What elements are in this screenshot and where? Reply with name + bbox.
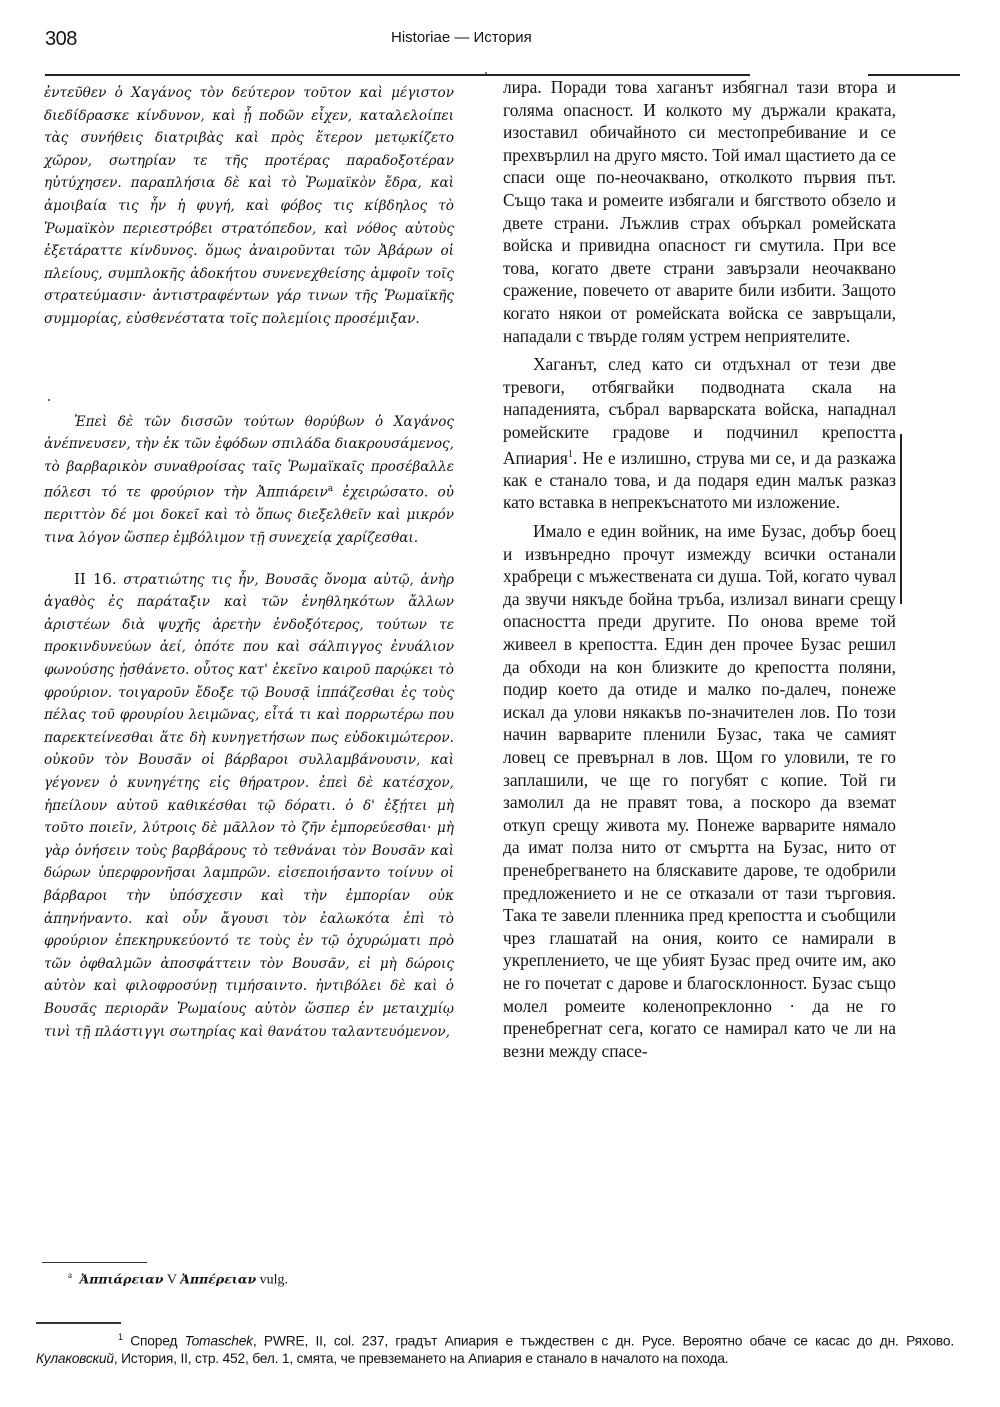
apparatus-footnote — [68, 1270, 288, 1289]
footnote-segment: , История, II, стр. 452, бел. 1, смята, че превземането на Апиария е станало в началото на похода. — [113, 1350, 729, 1366]
footnote-rule — [42, 1262, 147, 1263]
greek-text: Ἐπεὶ δὲ τῶν δισσῶν τούτων θορύβων ὁ Χαγάνος ἀνέπνευσεν, τὴν ἐκ τῶν ἐφόδων σπιλάδα διακρουσάμενος, τὸ βαρβαρικὸν συναθροίσας ταῖς Ῥωμαϊκαῖς προσέβαλλε πόλεσι τό τε φρούριον τὴν Ἀππιάρειν — [44, 413, 454, 501]
greek-text: ἐχειρώσατο. οὐ περιττὸν δέ μοι δοκεῖ καὶ τὸ ὅπως διεξελθεῖν καὶ μικρόν τινα λόγον ὥσπερ ἐμβόλιμον τῇ συνεχείᾳ χαρίζεσθαι. — [44, 484, 454, 547]
footnote-number: 1 — [118, 1332, 123, 1342]
greek-text-column — [44, 82, 454, 1043]
footnote-segment: , PWRE, II, col. 237, градът Апиария е тъждествен с дн. Русе. Вероятно обаче се касас до дн. Ряхово. — [252, 1333, 954, 1349]
translation-text: . Не е излишно, струва ми се, и да разкажа как е станало това, и да подаря един малък разказ като вставка в непрекъснатото ми изложение. — [503, 447, 896, 513]
translation-paragraph: Имало е един войник, на име Бузас, добър боец и извънредно прочут измежду всички останали храбреци с мъжествената си душа. Той, когато чувал да звучи някъде бойна тръба, излизал винаги срещу опасността преди другите. По онова време той живеел в крепостта. Един ден прочее Бузас решил да обходи на кон близките до крепостта поляни, подир което да отиде и малко по-далеч, понеже искал да улови някакъв по-значителен лов. По този начин варварите пленили Бузас, така че самият ловец се превърнал в лов. Щом го уловили, те го заплашили, че ще го погубят с копие. Той ги замолил да не правят това, а поскоро да вземат откуп срещу живота му. Понеже варварите нямало да имат полза нито от смъртта на Бузас, нито от пренебрегването на бляскавите дарове, те одобрили предложението и не се отказали от тази търговия. Така те завели пленника пред крепостта и съобщили чрез глашатай на ония, които се намирали в укреплението, че ще убият Бузас пред очите им, ако не го почетат с дарове и благосклонност. Бузас също молел ромеите коленопреклонно · да не го пренебрегнат сега, когато се намирал като че ли на везни между спасе- — [503, 521, 896, 1061]
page-footnote — [36, 1329, 954, 1367]
variant-reading: Ἀππέρειαν — [180, 1271, 257, 1287]
source-siglum: vulg. — [259, 1272, 289, 1288]
running-title: Historiae — История — [391, 29, 532, 46]
greek-paragraph: ἐντεῦθεν ὁ Χαγάνος τὸν δεύτερον τοῦτον καὶ μέγιστον διεδίδρασκε κίνδυνον, καὶ ᾗ ποδῶν εἶχεν, καταλελοίπει τὰς συνήθεις διατριβὰς καὶ πρὸς ἕτερον μετῳκίζετο χῶρον, σωτηρίαν τε τῆς προτέρας παραδοξοτέραν ηὐτύχησεν. παραπλήσια δὲ καὶ τὸ Ῥωμαϊκὸν ἔδρα, καὶ ἀμοιβαία τις ἦν ἡ φυγή, καὶ φόβος τις κίβδηλος τὸ Ῥωμαϊκὸν περιεστρόβει στρατόπεδον, καὶ νόθος αὐτοὺς ἐξετάραττε κίνδυνος. ὅμως ἀναιροῦνται τῶν Ἀβάρων οἱ πλείους, συμπλοκῆς ἀδοκήτου συνενεχθείσης ἀμφοῖν τοῖς στρατεύμασιν· ἀντιστραφέντων γάρ τινων τῆς Ῥωμαϊκῆς συμμορίας, εὐσθενέστατα τοῖς πολεμίοις προσέμιξαν. — [44, 85, 454, 327]
footnote-segment: Според — [122, 1333, 185, 1349]
cited-author: Кулаковский — [36, 1350, 114, 1366]
translation-paragraph — [503, 353, 896, 514]
footnote-marker[interactable]: a — [327, 484, 334, 495]
translation-text: Хаганът, след като си отдъхнал от тези две тревоги, отбягвайки подводната скала на нападенията, събрал варварската войска, нападнал ромейските градове и подчинил крепостта Апиария — [503, 354, 896, 468]
page-number: 308 — [45, 28, 77, 50]
footnote-text — [36, 1329, 954, 1367]
scan-speck — [48, 399, 50, 401]
greek-text: στρατιώτης τις ἦν, Βουσᾶς ὄνομα αὐτῷ, ἀνὴρ ἀγαθὸς ἐς παράταξιν καὶ τῶν ἐνηθληκότων ἄλλων ἀριστέων διὰ ψυχῆς ἀρετὴν ἐνδοξότερος, τούτων τε προκινδυνεύων ἀεί, ὁπότε που καὶ σάλπιγγος ἐνυάλιον φωνούσης ᾐσθάνετο. οὗτος κατ' ἐκεῖνο καιροῦ παρῴκει τὸ φρούριον. τοιγαροῦν ἔδοξε τῷ Βουσᾷ ἱππάζεσθαι ἐς τοὺς πέλας τοῦ φρουρίου λειμῶνας, εἶτά τι καὶ πορρωτέρω που παρεκτείνεσθαι ἅτε δὴ κυνηγετήσων πως εὐδοκιμώτερον. οὐκοῦν τὸν Βουσᾶν οἱ βάρβαροι συλλαμβάνουσιν, καὶ γέγονεν ὁ κυνηγέτης εἰς θήρατρον. ἐπεὶ δὲ κατέσχον, ἠπείλουν αὐτοῦ καθικέσθαι τῷ δόρατι. ὁ δ' ἐξῄτει μὴ τοῦτο ποιεῖν, λύτροις δὲ μᾶλλον τὸ ζῆν ἐμπορεύεσθαι· μὴ γὰρ ὀνήσειν τοὺς βαρβάρους τὸ τεθνάναι τὸν Βουσᾶν καὶ δώρων ὑπερφρονῆσαι λαμπρῶν. εἰσεποιήσαντο τοίνυν οἱ βάρβαροι τὴν ὑπόσχεσιν καὶ τὴν ἐμπορίαν οὐκ ἀπηνήναντο. καὶ οὖν ἄγουσι τὸν ἑαλωκότα ἐπὶ τὸ φρούριον ἐπεκηρυκεύοντό τε τοὺς ἐν τῷ ὀχυρώματι πρὸ τῶν ὀφθαλμῶν ἀποσφάττειν τὸν Βουσᾶν, εἰ μὴ δώροις αὐτὸν καὶ φιλοφροσύνῃ τιμήσαιντο. ἠντιβόλει δὲ καὶ ὁ Βουσᾶς περιορᾶν Ῥωμαίους αὐτὸν ὥσπερ ἐν μεταιχμίῳ τινὶ τῇ πλάστιγγι σωτηρίας καὶ θανάτου ταλαντευόμενον, — [44, 571, 454, 1040]
section-number: II 16. — [74, 569, 117, 588]
greek-paragraph — [44, 568, 454, 1043]
greek-paragraph — [44, 411, 454, 550]
scan-speck — [485, 72, 487, 74]
variant-reading: Ἀππιάρειαν — [79, 1271, 164, 1287]
margin-marker-line — [900, 434, 902, 604]
cited-author: Tomaschek — [184, 1333, 253, 1349]
footnote-marker[interactable]: 1 — [567, 448, 573, 460]
page-header — [35, 24, 965, 54]
witness-siglum: V — [166, 1272, 177, 1288]
footnote-marker: a — [68, 1270, 72, 1280]
footnote-rule — [36, 1322, 121, 1324]
translation-paragraph: лира. Поради това хаганът избягнал тази втора и голяма опасност. И колкото му държали краката, изоставил обичайното си местопребивание и се прехвърлил на друго място. Той имал щастието да се спаси още по-неочаквано, отколкото първия път. Също така и ромеите избягали и бягството обзело и двете страни. Лъжлив страх объркал ромейската войска и привидна опасност ги смутила. При все това, когато двете страни завързали неочаквано сражение, повечето от аварите били избити. Защото когато някои от ромейската войска се завръщали, нападали с твърде голям устрем неприятелите. — [503, 77, 896, 346]
bulgarian-translation-column — [503, 76, 896, 1062]
